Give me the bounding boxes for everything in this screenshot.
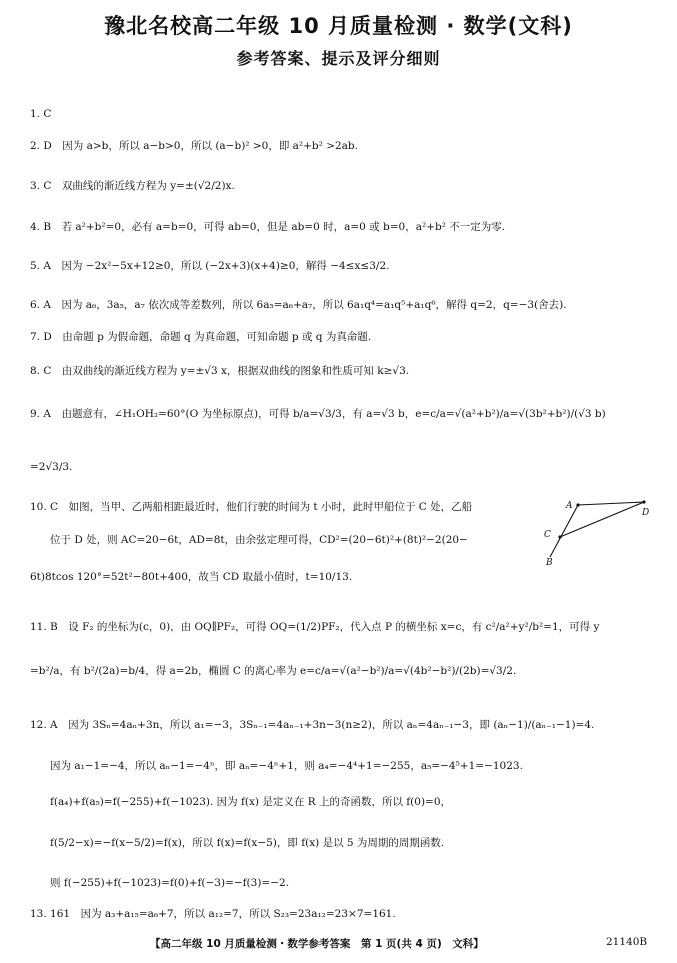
answer-line: 8. C 由双曲线的渐近线方程为 y=±√3 x，根据双曲线的图象和性质可知 k≥√3. xyxy=(30,365,410,377)
geometry-figure xyxy=(538,495,658,567)
answer-line: 则 f(−255)+f(−1023)=f(0)+f(−3)=−f(3)=−2. xyxy=(50,877,290,889)
answer-line: 3. C 双曲线的渐近线方程为 y=±(√2/2)x. xyxy=(30,180,235,192)
page-footer: 【高二年级 10 月质量检测・数学参考答案 第 1 页(共 4 页) 文科】 xyxy=(150,938,484,950)
document-subtitle: 参考答案、提示及评分细则 xyxy=(236,49,441,68)
answer-line: =b²/a，有 b²/(2a)=b/4，得 a=2b，椭圆 C 的离心率为 e=c/a=√(a²−b²)/a=√(4b²−b²)/(2b)=√3/2. xyxy=(30,665,517,677)
label-a: A xyxy=(566,501,573,511)
label-c: C xyxy=(544,530,551,540)
point-c xyxy=(558,535,561,538)
answer-line: 7. D 由命题 p 为假命题，命题 q 为真命题，可知命题 p 或 q 为真命题. xyxy=(30,331,372,343)
answer-line: 位于 D 处，则 AC=20−6t，AD=8t，由余弦定理可得，CD²=(20−6t)²+(8t)²−2(20− xyxy=(50,534,468,546)
answer-line: 1. C xyxy=(30,108,52,120)
ship-diagram xyxy=(538,495,658,567)
answer-line: 6. A 因为 a₆，3a₅，a₇ 依次成等差数列，所以 6a₅=a₆+a₇，所以 6a₁q⁴=a₁q⁵+a₁q⁶，解得 q=2，q=−3(舍去). xyxy=(30,299,567,311)
answer-line: 4. B 若 a²+b²=0，必有 a=b=0，可得 ab=0，但是 ab=0 时，a=0 或 b=0，a²+b² 不一定为零. xyxy=(30,221,506,233)
answer-line: f(a₄)+f(a₅)=f(−255)+f(−1023). 因为 f(x) 是定义在 R 上的奇函数，所以 f(0)=0， xyxy=(50,796,452,808)
segment-ad xyxy=(578,502,644,505)
answer-line: 2. D 因为 a>b，所以 a−b>0，所以 (a−b)² >0，即 a²+b² >2ab. xyxy=(30,140,358,152)
point-a xyxy=(576,503,579,506)
label-b: B xyxy=(546,558,553,567)
label-d: D xyxy=(642,508,650,518)
answer-line: 因为 a₁−1=−4，所以 aₙ−1=−4ⁿ，即 aₙ=−4ⁿ+1，则 a₄=−4⁴+1=−255，a₅=−4⁵+1=−1023. xyxy=(50,760,523,772)
answer-line: 11. B 设 F₂ 的坐标为(c，0)，由 OQ∥PF₂，可得 OQ=(1/2)PF₂，代入点 P 的横坐标 x=c，有 c²/a²+y²/b²=1，可得 y xyxy=(30,621,600,633)
document-code: 21140B xyxy=(606,936,648,948)
answer-line: 9. A 由题意有，∠H₁OH₂=60°(O 为坐标原点)，可得 b/a=√3/3，有 a=√3 b，e=c/a=√(a²+b²)/a=√(3b²+b²)/(√3 b) xyxy=(30,408,606,420)
answer-line: f(5/2−x)=−f(x−5/2)=f(x)，所以 f(x)=f(x−5)，即 f(x) 是以 5 为周期的周期函数. xyxy=(50,837,445,849)
answer-line: =2√3/3. xyxy=(30,461,73,473)
answer-line: 13. 161 因为 a₃+a₁₅=a₆+7，所以 a₁₂=7，所以 S₂₃=23a₁₂=23×7=161. xyxy=(30,908,396,920)
document-title: 豫北名校高二年级 10 月质量检测 · 数学(文科) xyxy=(104,14,573,38)
point-d xyxy=(642,500,645,503)
answer-line: 5. A 因为 −2x²−5x+12≥0，所以 (−2x+3)(x+4)≥0，解得 −4≤x≤3/2. xyxy=(30,260,390,272)
answer-line: 12. A 因为 3Sₙ=4aₙ+3n，所以 a₁=−3，3Sₙ₋₁=4aₙ₋₁+3n−3(n≥2)，所以 aₙ=4aₙ₋₁−3，即 (aₙ−1)/(aₙ₋₁−1)=4. xyxy=(30,719,595,731)
answer-line: 6t)8tcos 120°=52t²−80t+400，故当 CD 取最小值时，t=10/13. xyxy=(30,571,353,583)
answer-line: 10. C 如图，当甲、乙两船相距最近时，他们行驶的时间为 t 小时，此时甲船位于 C 处，乙船 xyxy=(30,501,473,513)
segment-cd xyxy=(560,502,644,537)
